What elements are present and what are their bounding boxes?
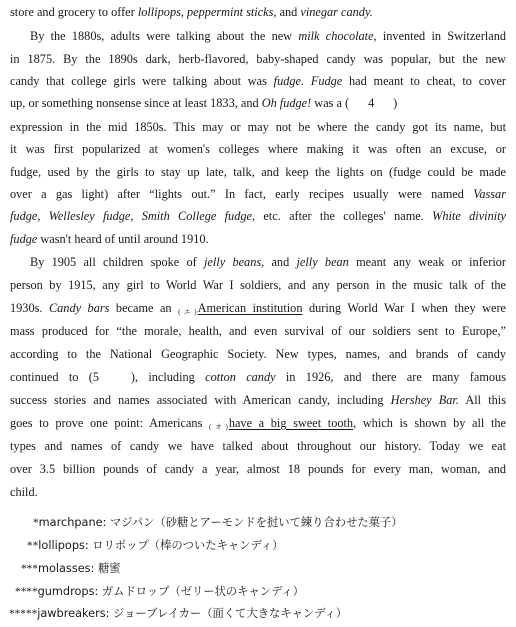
passage-line-2: By the 1880s, adults were talking about the new milk chocolate, invented in Switzerland <box>30 29 506 43</box>
passage-line-22: child. <box>10 485 38 499</box>
glossary-item: *marchpane: マジパン（砂糖とアーモンドを挝いて練り合わせた菓子） <box>33 516 403 529</box>
glossary-item: *****jawbreakers: ジョーブレイカー（面くて大きなキャンディ） <box>9 607 348 620</box>
passage-line-18: success stories and names associated with American candy, including Hershey Bar. All this <box>10 393 506 407</box>
answer-blank-4: 4 <box>368 96 375 110</box>
passage-line-12: By 1905 all children spoke of jelly beans, and jelly bean meant any weak or inferior <box>30 255 507 269</box>
underlined-phrase-e: American institution <box>197 301 303 315</box>
passage-line-6: expression in the mid 1850s. This may or may not be where the candy got its name, but <box>10 120 506 134</box>
passage-line-15: mass produced for “the morale, health, and even survival of our soldiers sent to Europe,” <box>10 324 506 338</box>
question-marker-e: (エ) <box>178 308 197 316</box>
passage-line-21: over 3.5 billion pounds of candy a year, almost 18 pounds for every man, woman, and <box>10 462 506 476</box>
answer-blank-5: 5 <box>92 370 99 384</box>
passage-line-14: 1930s. Candy bars became an (エ)American institution during World War I when they were <box>10 301 507 316</box>
passage-line-7: it was first popularized at women's colleges where making it was often an excuse, or <box>10 142 506 156</box>
passage-line-3: in 1875. By the 1890s dark, herb-flavored, baby-shaped candy was popular, but the new <box>10 52 506 66</box>
passage-line-9: over a gas light) after “lights out.” In fact, early recipes usually were named Vassar <box>10 187 506 201</box>
glossary-item: **lollipops: ロリポップ（棒のついたキャンディ） <box>27 539 284 552</box>
passage-line-16: according to the National Geographic Society. New types, names, and brands of candy <box>10 347 506 361</box>
passage-line-4: candy that college girls were talking about was fudge. Fudge had meant to cheat, to cover <box>10 74 507 88</box>
passage-line-13: person by 1915, any girl to World War I soldiers, and any person in the music talk of the <box>10 278 506 292</box>
passage-line-8: fudge, used by the girls to stay up late, talk, and keep the lights on (fudge could be made <box>10 165 506 179</box>
passage-line-20: types and names of candy we have talked about throughout our history. Today we eat <box>10 439 506 453</box>
glossary-item: ***molasses: 糖蜜 <box>21 562 121 575</box>
passage-line-19: goes to prove one point: Americans (オ)have a big sweet tooth, which is shown by all the <box>10 416 506 431</box>
passage-line-11: fudge wasn't heard of until around 1910. <box>10 232 209 246</box>
glossary-item: ****gumdrops: ガムドロップ（ゼリー状のキャンディ） <box>15 585 305 598</box>
passage-line-1: store and grocery to offer lollipops, peppermint sticks, and vinegar candy. <box>10 5 373 19</box>
question-marker-o: (オ) <box>209 423 228 431</box>
passage-line-5: up, or something nonsense since at least 1833, and Oh fudge! was a ( 4 ) <box>10 96 398 110</box>
passage-line-17: continued to (5 ), including cotton candy in 1926, and there are many famous <box>10 370 506 384</box>
underlined-phrase-o: have a big sweet tooth <box>228 416 354 430</box>
passage-line-10: fudge, Wellesley fudge, Smith College fudge, etc. after the colleges' name. White divinity <box>10 209 507 223</box>
